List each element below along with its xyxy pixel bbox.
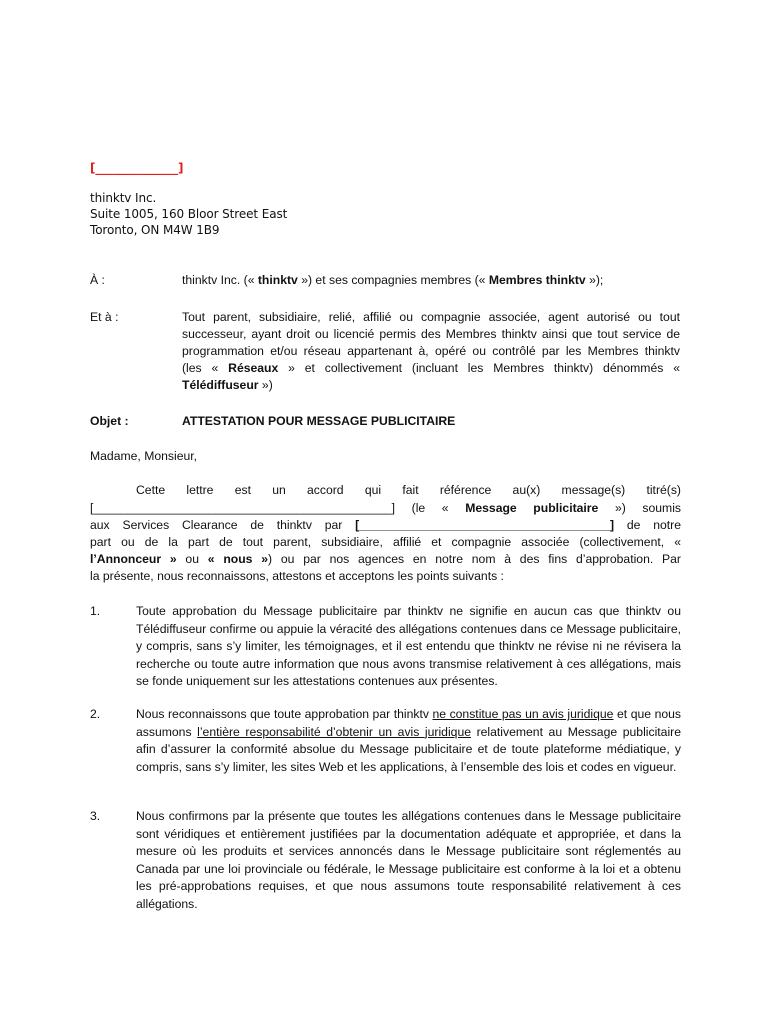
cc-line-1: Tout parent, subsidiaire, relié, affilié ou compagnie associée, agent autorisé ou tout <box>182 310 680 324</box>
cc-line-3: programmation et/ou réseau appartenant à, opéré ou contrôlé par les Membres thinktv <box>182 344 680 358</box>
bold-nous: « nous » <box>207 552 269 566</box>
city-address: Toronto, ON M4W 1B9 <box>90 223 220 237</box>
intro-line-2c: ») soumis <box>598 501 682 515</box>
cc-line-5b: ») <box>258 378 273 392</box>
intro-line-5b: ) ou par nos agences en notre nom à des fins d’approbation. Par <box>268 552 681 566</box>
item-3-text: Nous confirmons par la présente que toutes les allégations contenues dans le Message publicitaire sont véridiques et entièrement justifiées par la documentation adéquate et appropriée, et dans la mesure où les produits et services annoncés dans le Message publicitaire sont réglementés au Canada par une loi provinciale ou fédérale, le Message publicitaire est conforme à la loi et a obtenu les pré-approbations requises, et que nous assumons toute responsabilité relativement à ces allégations. <box>136 809 681 911</box>
intro-line-4: part ou de la part de tout parent, subsidiaire, affilié et compagnie associée (collectivement, « <box>90 535 681 549</box>
intro-line-3c: de notre <box>614 518 681 532</box>
to-text-a: thinktv Inc. (« <box>182 273 258 287</box>
to-label: À : <box>90 273 105 287</box>
item-1-number: 1. <box>90 604 101 618</box>
bold-annonceur: l’Annonceur » <box>90 552 177 566</box>
item-2-underline-b: l’entière responsabilité d’obtenir un avis juridique <box>197 724 471 739</box>
item-3-number: 3. <box>90 809 101 823</box>
to-bold-members: Membres thinktv <box>488 273 586 287</box>
placeholder-bracket: [______________] <box>90 161 184 175</box>
item-1-text: Toute approbation du Message publicitaire par thinktv ne signifie en aucun cas que thinktv ou Télédiffuseur confirme ou appuie la véracité des allégations contenues dans ce Message publicitaire, y compris, sans s’y limiter, les témoignages, et il est entendu que thinktv ne révise ni ne révisera la recherche ou toute autre information que nous avons transmise relativement à ces allégations, mais se fonde uniquement sur les attestations contenues aux présentes. <box>136 604 681 689</box>
item-2-text <box>136 706 681 776</box>
intro-line-5 <box>90 551 681 568</box>
subject-text: ATTESTATION POUR MESSAGE PUBLICITAIRE <box>182 414 456 428</box>
intro-line-2b: (le « <box>395 501 466 515</box>
intro-line-3a: aux Services Clearance de thinktv par <box>90 518 356 532</box>
salutation: Madame, Monsieur, <box>90 449 198 463</box>
subject-label: Objet : <box>90 414 129 428</box>
message-title-blank: [____________________________________________] <box>90 501 396 515</box>
intro-line-1: Cette lettre est un accord qui fait référence au(x) message(s) titré(s) <box>136 483 681 497</box>
item-2-text-a: Nous reconnaissons que toute approbation par thinktv <box>136 707 433 721</box>
intro-line-3 <box>90 517 681 534</box>
advertiser-blank: [_____________________________________] <box>355 518 615 532</box>
bold-message-publicitaire: Message publicitaire <box>465 501 599 515</box>
item-2-text-c: relativement au Message publicitaire afin d’assurer la conformité absolue du Message publicitaire et de toute plateforme médiatique, y compris, sans s’y limiter, les sites Web et les applications, à l’ensemble des lois et codes en vigueur. <box>136 724 681 774</box>
cc-line-5 <box>182 377 680 394</box>
company-name: thinktv Inc. <box>90 191 157 205</box>
to-bold-thinktv: thinktv <box>257 273 298 287</box>
item-2-number: 2. <box>90 707 101 721</box>
cc-line-4b: » et collectivement (incluant les Membres thinktv) dénommés « <box>278 361 680 375</box>
cc-label: Et à : <box>90 310 119 324</box>
item-2-text-b: et que nous assumons <box>136 707 681 739</box>
intro-line-6: la présente, nous reconnaissons, attestons et acceptons les points suivants : <box>90 569 504 583</box>
cc-line-2: successeur, ayant droit ou licencié permis des Membres thinktv ainsi que tout service de <box>182 327 680 341</box>
intro-line-5a: ou <box>176 552 208 566</box>
cc-bold-telediffuseur: Télédiffuseur <box>182 378 259 392</box>
recipient-placeholder <box>90 160 183 177</box>
street-address: Suite 1005, 160 Bloor Street East <box>90 207 288 221</box>
cc-bold-reseaux: Réseaux <box>228 361 279 375</box>
cc-line-4 <box>182 360 680 377</box>
to-text-b: ») et ses compagnies membres (« <box>297 273 489 287</box>
item-2-underline-a: ne constitue pas un avis juridique <box>432 707 614 721</box>
cc-line-4a: (les « <box>182 361 229 375</box>
to-text <box>182 272 680 289</box>
to-text-c: »); <box>585 273 604 287</box>
intro-line-2 <box>90 500 681 517</box>
